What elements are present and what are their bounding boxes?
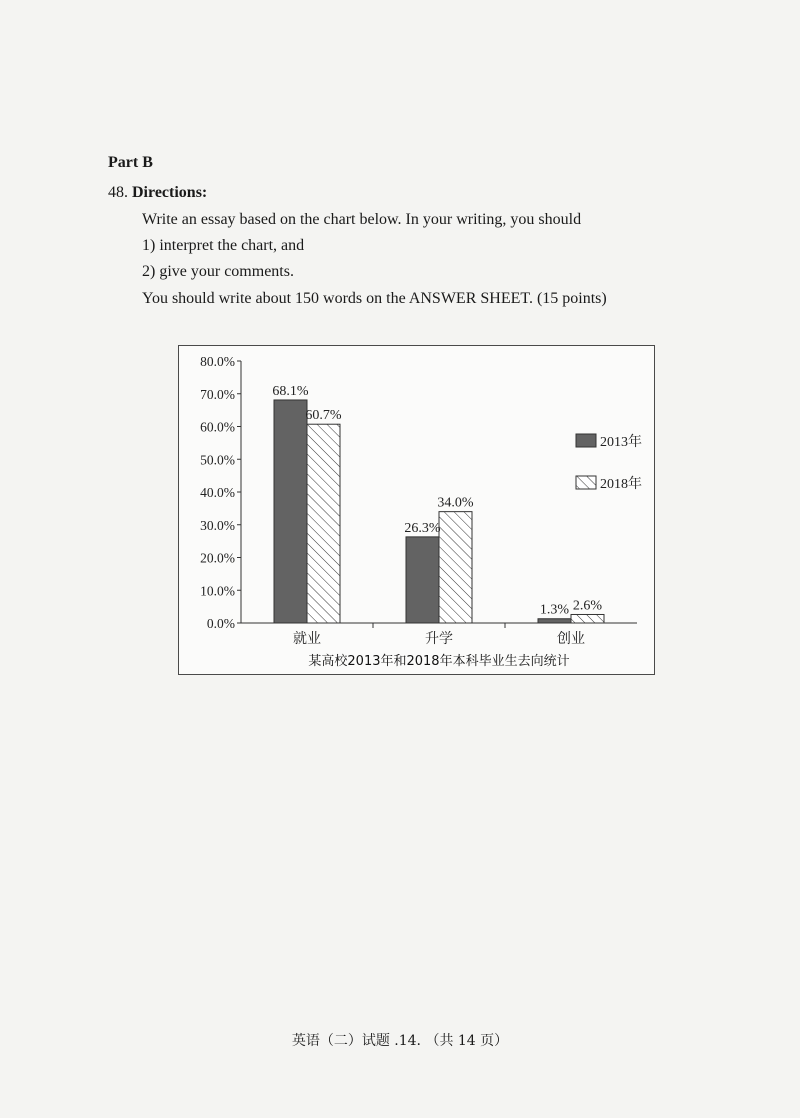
data-label: 68.1% — [272, 383, 309, 399]
legend-label-2013: 2013年 — [600, 435, 642, 450]
y-tick-label: 50.0% — [200, 452, 235, 468]
directions-label: Directions: — [132, 184, 208, 201]
data-label: 1.3% — [539, 602, 570, 618]
chart-canvas — [179, 346, 656, 676]
y-tick-label: 30.0% — [200, 517, 235, 533]
bar-2013-1 — [274, 400, 307, 623]
question-heading — [108, 184, 207, 202]
instruction-line-2: 1) interpret the chart, and — [142, 237, 305, 254]
section-title: Part B — [108, 154, 153, 171]
instruction-line-1: Write an essay based on the chart below. In your writing, you should — [142, 211, 582, 228]
instruction-line-3: 2) give your comments. — [142, 263, 294, 280]
page-footer: 英语（二）试题 .14. （共 14 页） — [291, 1033, 509, 1049]
instruction-line-4: You should write about 150 words on the ANSWER SHEET. (15 points) — [142, 290, 607, 307]
y-tick-label: 80.0% — [200, 354, 235, 369]
y-tick-label: 10.0% — [200, 583, 235, 599]
data-label: 34.0% — [437, 495, 474, 511]
bar-2018-3 — [571, 614, 604, 623]
question-number: 48. — [108, 184, 128, 201]
bar-2018-1 — [307, 424, 340, 623]
bar-2013-3 — [538, 619, 571, 623]
x-category-label: 升学 — [425, 631, 453, 647]
bar-2013-2 — [406, 537, 439, 623]
data-label: 60.7% — [305, 408, 342, 424]
data-label: 26.3% — [404, 520, 441, 536]
x-category-label: 就业 — [293, 631, 321, 647]
data-label: 2.6% — [572, 598, 603, 614]
bar-chart — [178, 345, 655, 675]
y-tick-label: 0.0% — [206, 616, 235, 631]
legend-swatch-2013 — [576, 434, 596, 447]
legend-label-2018: 2018年 — [600, 477, 642, 492]
x-axis-title: 某高校2013年和2018年本科毕业生去向统计 — [308, 654, 570, 669]
x-category-label: 创业 — [557, 631, 585, 647]
bar-2018-2 — [439, 512, 472, 623]
y-tick-label: 70.0% — [200, 386, 235, 402]
y-tick-label: 60.0% — [200, 419, 235, 435]
y-tick-label: 20.0% — [200, 550, 235, 566]
legend-swatch-2018 — [576, 476, 596, 489]
y-tick-label: 40.0% — [200, 485, 235, 500]
